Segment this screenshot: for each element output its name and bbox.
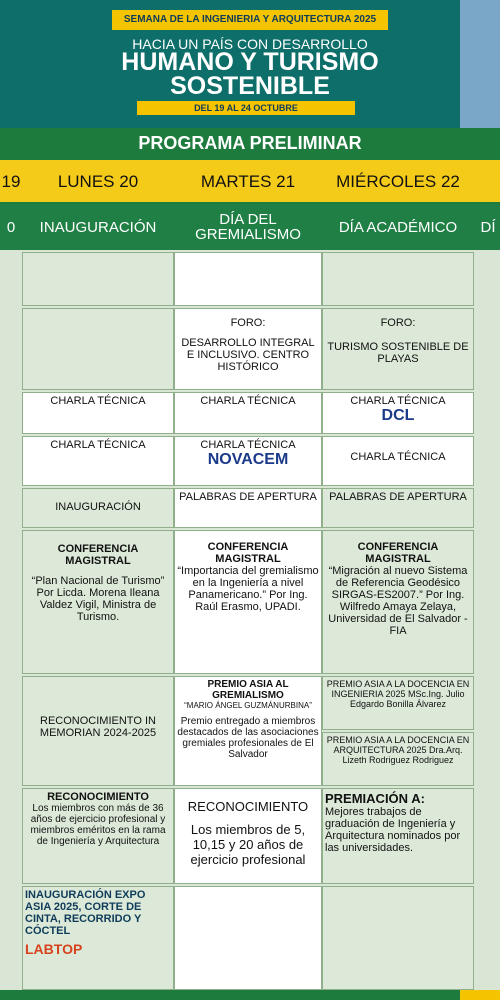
lunes-charla-1: CHARLA TÉCNICA [22, 392, 174, 434]
days-row [0, 160, 500, 204]
type-prev: 0 [6, 218, 16, 236]
header-banner [0, 0, 500, 128]
subtitle: HACIA UN PAÍS CON DESARROLLO [132, 36, 368, 52]
miercoles-charla-2: CHARLA TÉCNICA [322, 436, 474, 486]
miercoles-slot-1 [322, 252, 474, 306]
day-martes: MARTES 21 [200, 172, 296, 191]
footer-bar [0, 990, 500, 1000]
event-label: SEMANA DE LA INGENIERIA Y ARQUITECTURA 2025 [112, 10, 388, 30]
martes-empty [174, 886, 322, 990]
miercoles-charla-1: CHARLA TÉCNICA DCL [322, 392, 474, 434]
lunes-reconocimiento: RECONOCIMIENTO Los miembros con más de 36 años de ejercicio profesional y miembros eméritos en la rama de Ingeniería y Arquitectura [22, 788, 174, 884]
lunes-slot-2 [22, 308, 174, 390]
martes-foro: FORO: DESARROLLO INTEGRAL E INCLUSIVO. CENTRO HISTÓRICO [174, 308, 322, 390]
martes-conferencia: CONFERENCIA MAGISTRAL “Importancia del gremialismo en la Ingeniería a nivel Panamericano.” Por Ing. Raúl Erasmo, UPADI. [174, 530, 322, 674]
martes-slot-1 [174, 252, 322, 306]
day-19: 19 [1, 172, 21, 191]
day-lunes: LUNES 20 [57, 172, 139, 191]
miercoles-conferencia: CONFERENCIA MAGISTRAL “Migración al nuevo Sistema de Referencia Geodésico SIRGAS-ES2007.” Por Ing. Wilfredo Amaya Zelaya, Universidad de El Salvador - FIA [322, 530, 474, 674]
lunes-slot-1 [22, 252, 174, 306]
lunes-memoriam: RECONOCIMIENTO IN MEMORIAN 2024-2025 [22, 676, 174, 786]
lunes-conferencia: CONFERENCIA MAGISTRAL “Plan Nacional de Turismo” Por Licda. Morena Ileana Valdez Vigil, Ministra de Turismo. [22, 530, 174, 674]
miercoles-premiacion: PREMIACIÓN A: Mejores trabajos de graduación de Ingeniería y Arquitectura nominados por las universidades. [322, 788, 474, 884]
martes-reconocimiento: RECONOCIMIENTO Los miembros de 5, 10,15 y 20 años de ejercicio profesional [174, 788, 322, 884]
martes-apertura: PALABRAS DE APERTURA [174, 488, 322, 528]
miercoles-empty [322, 886, 474, 990]
martes-charla-1: CHARLA TÉCNICA [174, 392, 322, 434]
program-title: PROGRAMA PRELIMINAR [0, 128, 500, 160]
type-next: DÍ [480, 218, 496, 236]
type-miercoles: DÍA ACADÉMICO [338, 218, 458, 236]
miercoles-premio-arq: PREMIO ASIA A LA DOCENCIA EN ARQUITECTURA 2025 Dra.Arq. Lizeth Rodriguez Rodriguez [322, 732, 474, 786]
lunes-charla-2: CHARLA TÉCNICA [22, 436, 174, 486]
miercoles-foro: FORO: TURISMO SOSTENIBLE DE PLAYAS [322, 308, 474, 390]
type-lunes: INAUGURACIÓN [39, 218, 157, 236]
day-types-row [0, 204, 500, 250]
martes-premio: PREMIO ASIA AL GREMIALISMO “MARIO ÁNGEL GUZMÁNURBINA” Premio entregado a miembros destacados de las asociaciones gremiales profesionales de El Salvador [174, 676, 322, 786]
day-miercoles: MIÉRCOLES 22 [336, 172, 460, 191]
type-martes: DÍA DEL GREMIALISMO [195, 211, 301, 243]
schedule-grid [0, 250, 500, 990]
date-range: DEL 19 AL 24 OCTUBRE [137, 101, 355, 115]
lunes-expo: INAUGURACIÓN EXPO ASIA 2025, CORTE DE CINTA, RECORRIDO Y CÓCTEL LABTOP [22, 886, 174, 990]
miercoles-premio-ing: PREMIO ASIA A LA DOCENCIA EN INGENIERIA 2025 MSc.Ing. Julio Edgardo Bonilla Álvarez [322, 676, 474, 730]
miercoles-apertura: PALABRAS DE APERTURA [322, 488, 474, 528]
building-photo [460, 0, 500, 128]
lunes-inauguracion: INAUGURACIÓN [22, 488, 174, 528]
martes-charla-2: CHARLA TÉCNICA NOVACEM [174, 436, 322, 486]
main-title: HUMANO Y TURISMO SOSTENIBLE [121, 48, 379, 100]
